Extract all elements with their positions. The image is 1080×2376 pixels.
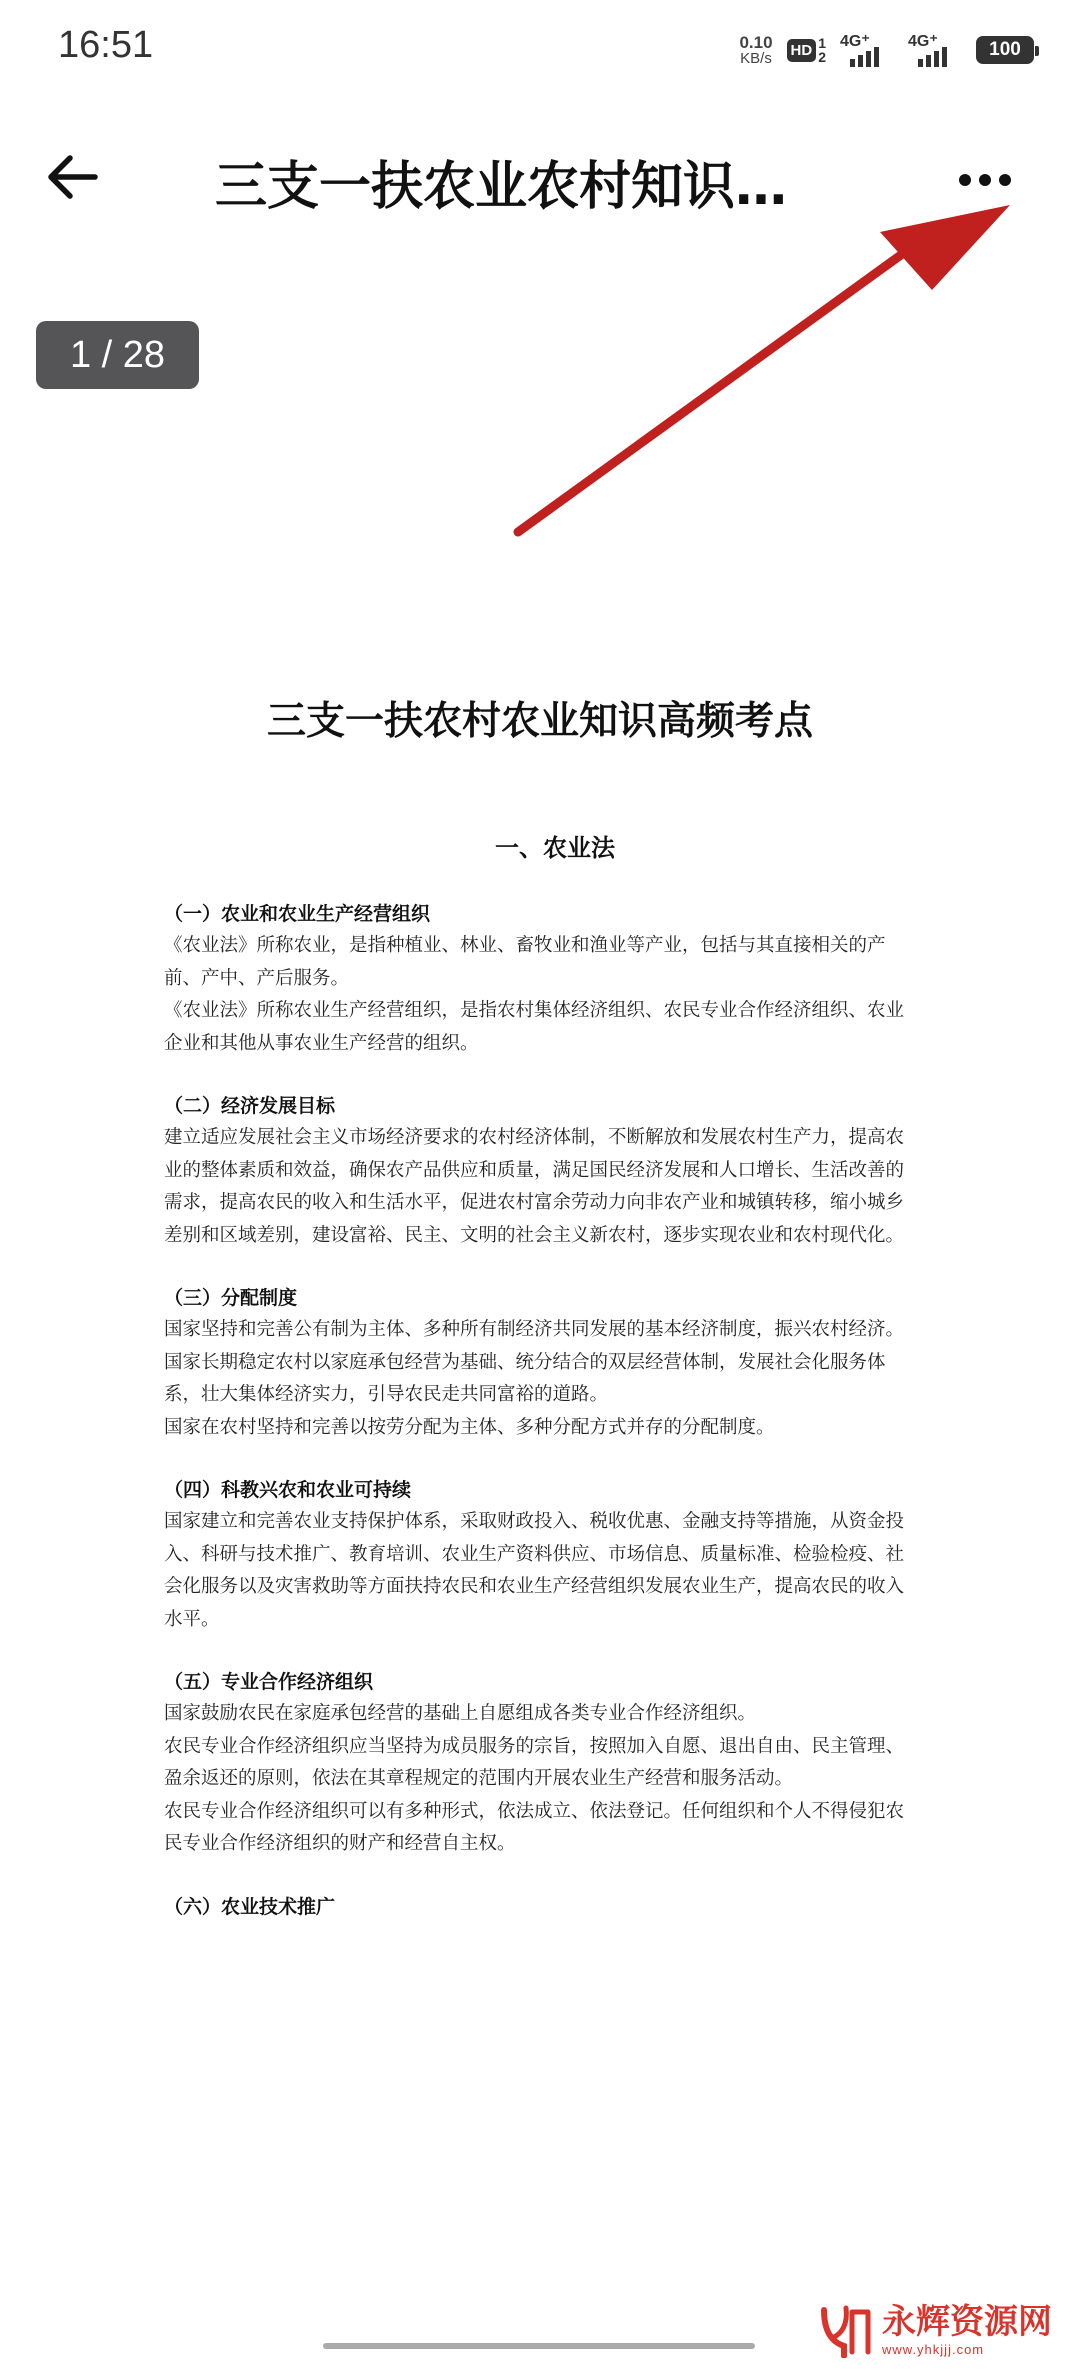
hd-sim-numbers	[818, 36, 826, 64]
section-paragraph: 《农业法》所称农业，是指种植业、林业、畜牧业和渔业等产业，包括与其直接相关的产前、产中、产后服务。	[164, 935, 886, 989]
signal-2-icon	[908, 33, 962, 67]
battery-icon	[976, 36, 1034, 64]
toolbar-title: 三支一扶农业农村知识…	[215, 157, 788, 217]
network-speed-value: 0.10	[739, 33, 773, 52]
section-paragraph: 国家长期稳定农村以家庭承包经营为基础、统分结合的双层经营体制，发展社会化服务体系，壮大集体经济实力，引导农民走共同富裕的道路。	[164, 1351, 886, 1405]
more-options-button[interactable]	[955, 150, 1015, 210]
more-dots-icon	[958, 173, 1012, 187]
document-section	[164, 1090, 916, 1252]
home-indicator[interactable]	[323, 2343, 755, 2349]
document-section	[164, 1282, 916, 1444]
page-indicator: 1 / 28	[36, 321, 199, 389]
network-speed-unit: KB/s	[740, 50, 772, 67]
watermark-url: www.yhkjjj.com	[882, 2341, 985, 2357]
arrow-left-icon	[46, 154, 98, 200]
hd-voice-icon	[787, 36, 826, 64]
section-paragraph: 国家建立和完善农业支持保护体系，采取财政投入、税收优惠、金融支持等措施，从资金投入、科研与技术推广、教育培训、农业生产资料供应、市场信息、质量标准、检验检疫、社会化服务以及灾害救助等方面扶持农民和农业生产经营组织发展农业生产，提高农民的收入水平。	[164, 1511, 905, 1630]
back-button[interactable]	[40, 145, 104, 209]
section-paragraph: 建立适应发展社会主义市场经济要求的农村经济体制，不断解放和发展农村生产力，提高农业的整体素质和效益，确保农产品供应和质量，满足国民经济发展和人口增长、生活改善的需求，提高农民的收入和生活水平，促进农村富余劳动力向非农产业和城镇转移，缩小城乡差别和区域差别，建设富裕、民主、文明的社会主义新农村，逐步实现农业和农村现代化。	[164, 1127, 905, 1246]
battery-level: 100	[989, 39, 1021, 60]
hd-label: HD	[787, 39, 817, 62]
section-paragraph: 国家鼓励农民在家庭承包经营的基础上自愿组成各类专业合作经济组织。	[164, 1703, 757, 1724]
status-bar	[0, 0, 1080, 100]
chapter-heading: 一、农业法	[495, 834, 615, 862]
section-title: （四）科教兴农和农业可持续	[164, 1479, 412, 1501]
section-title: （二）经济发展目标	[164, 1095, 336, 1117]
network-speed	[739, 34, 772, 66]
section-title: （六）农业技术推广	[164, 1895, 336, 1918]
watermark-logo-icon	[818, 2302, 874, 2358]
hd-sim-top: 1	[818, 35, 826, 51]
signal-1-label: 4G⁺	[840, 33, 870, 50]
section-title: （一）农业和农业生产经营组织	[164, 903, 431, 925]
section-paragraph: 农民专业合作经济组织可以有多种形式，依法成立、依法登记。任何组织和个人不得侵犯农民专业合作经济组织的财产和经营自主权。	[164, 1800, 905, 1854]
document-page	[0, 660, 1080, 1918]
document-section	[164, 1891, 916, 1923]
section-paragraph: 国家坚持和完善公有制为主体、多种所有制经济共同发展的基本经济制度，振兴农村经济。	[164, 1319, 905, 1340]
section-paragraph: 国家在农村坚持和完善以按劳分配为主体、多种分配方式并存的分配制度。	[164, 1416, 775, 1438]
signal-1-icon	[840, 33, 894, 67]
document-title: 三支一扶农村农业知识高频考点	[266, 699, 813, 744]
section-title: （五）专业合作经济组织	[164, 1671, 374, 1693]
watermark-name: 永辉资源网	[882, 2301, 1052, 2342]
section-paragraph: 农民专业合作经济组织应当坚持为成员服务的宗旨，按照加入自愿、退出自由、民主管理、盈余返还的原则，依法在其章程规定的范围内开展农业生产经营和服务活动。	[164, 1735, 905, 1789]
section-paragraph: 《农业法》所称农业生产经营组织，是指农村集体经济组织、农民专业合作经济组织、农业企业和其他从事农业生产经营的组织。	[164, 1000, 905, 1054]
signal-2-label: 4G⁺	[908, 33, 938, 50]
document-sections	[164, 898, 916, 1953]
status-icons	[739, 30, 1034, 70]
hd-sim-bottom: 2	[818, 49, 826, 65]
status-time: 16:51	[58, 24, 154, 66]
section-title: （三）分配制度	[164, 1287, 298, 1309]
document-section	[164, 898, 916, 1060]
watermark	[818, 2302, 1052, 2358]
document-section	[164, 1474, 916, 1636]
document-section	[164, 1666, 916, 1861]
